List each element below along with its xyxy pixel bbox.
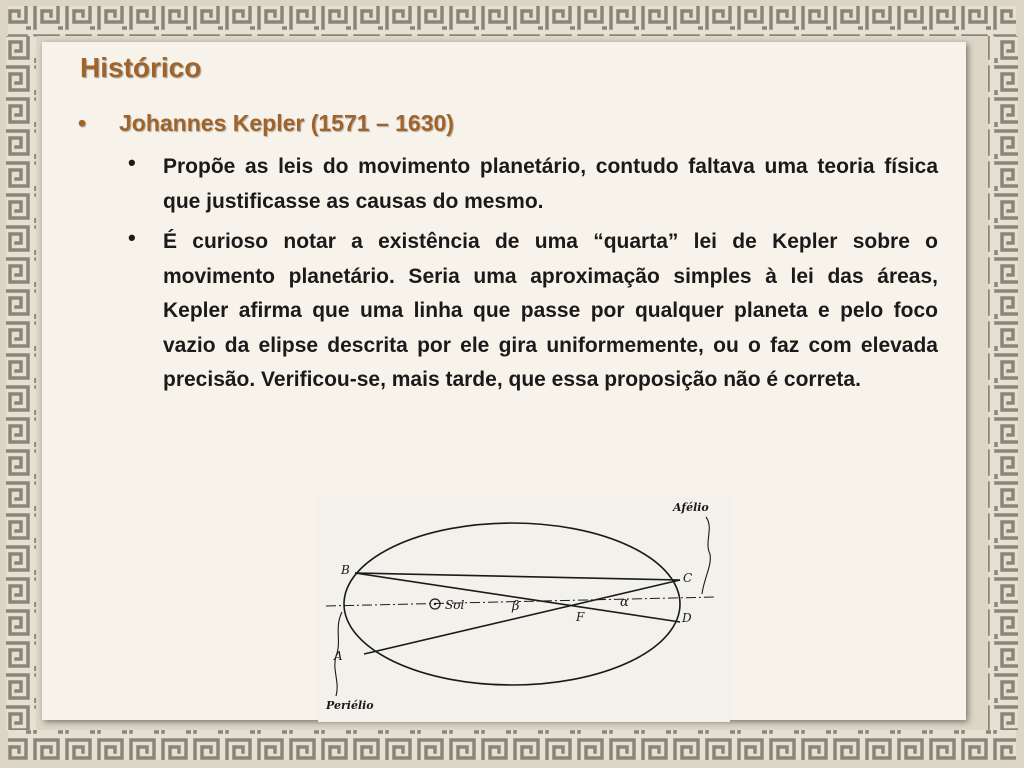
perihelion-label: Periélio [326, 699, 374, 712]
bullet-icon: • [128, 150, 136, 175]
kepler-heading: Johannes Kepler (1571 – 1630) [119, 110, 454, 136]
list-item [128, 150, 938, 219]
list-item-text: É curioso notar a existência de uma “quarta” lei de Kepler sobre o movimento planetário. Seria uma aproximação simples à lei das áreas, Kepler afirma que uma linha que passe por qualquer planeta e pelo foco vazio da elipse descrita por ele gira uniformemente, ou o faz com elevada precisão. Verificou-se, mais tarde, que essa proposição não é correta. [163, 230, 938, 391]
line-b-d [355, 573, 680, 622]
sun-marker-dot [434, 603, 436, 605]
point-c-label: C [683, 571, 693, 585]
point-a-label: A [334, 649, 343, 663]
list-item [128, 225, 938, 398]
focus-label: F [576, 610, 585, 624]
list-item-text: Propõe as leis do movimento planetário, contudo faltava uma teoria física que justificasse as causas do mesmo. [163, 155, 938, 213]
line-a-c [364, 580, 680, 654]
aphelion-brace [702, 517, 710, 594]
line-b-c [355, 573, 680, 580]
angle-beta-label: β [512, 599, 520, 614]
slide-title: Histórico [80, 52, 202, 83]
point-b-label: B [341, 563, 350, 577]
angle-alpha-label: α [620, 595, 629, 610]
bullet-icon: • [128, 225, 136, 250]
sun-label: Sol [445, 598, 465, 612]
point-d-label: D [682, 611, 692, 625]
orbit-diagram [318, 496, 730, 722]
bullet-icon: • [78, 110, 87, 136]
aphelion-label: Afélio [673, 501, 709, 514]
